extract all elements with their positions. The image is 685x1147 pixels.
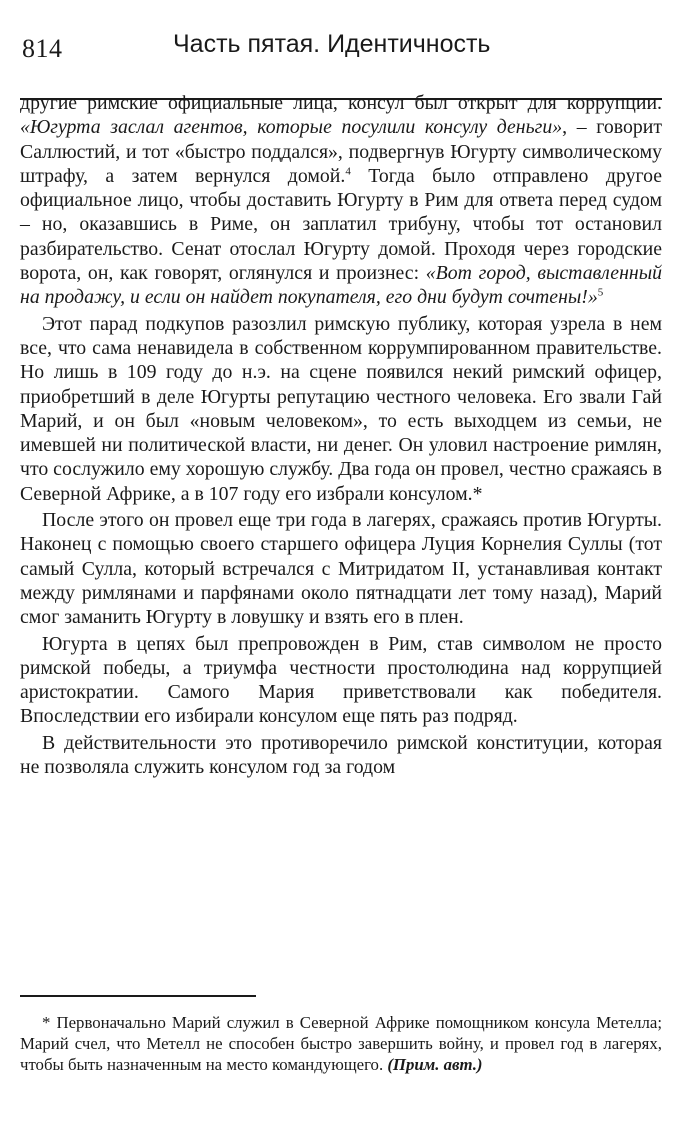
paragraph-2 (20, 312, 662, 506)
page-header (20, 30, 662, 70)
paragraph-2-text: Этот парад подкупов разозлил римскую публику, которая узрела в нем все, что сама ненавидела в собственном коррумпированном правительстве. Но лишь в 109 году до н.э. на сцене появился некий римский офицер, приобретший в деле Югурты репутацию честного человека. Его звали Гай Марий, и он был «новым человеком», то есть выходцем из семьи, не имевшей ни политической власти, ни денег. Он уловил настроение римлян, что сослужило ему хорошую службу. Два года он провел, честно сражаясь в Северной Африке, а в 107 году его избрали консулом. (20, 312, 662, 505)
paragraph-1-text-c: Тогда было отправлено другое официальное лицо, чтобы доставить Югурту в Рим для ответа перед судом – но, оказавшись в Риме, он заплатил трибуну, чтобы тот остановил разбирательство. Сенат отослал Югурту домой. Проходя через городские ворота, он, как говорят, оглянулся и произнес: (20, 164, 663, 285)
body-text (20, 91, 662, 779)
paragraph-1 (20, 91, 662, 310)
footnote-ref-5: 5 (597, 286, 604, 299)
paragraph-5: В действительности это противоречило римской конституции, которая не позволяла служить консулом год за годом (20, 731, 662, 779)
running-head: Часть пятая. Идентичность (173, 30, 491, 58)
page-number: 814 (22, 34, 63, 63)
paragraph-1-text-b: , – говорит Саллюстий, и тот «быстро поддался», подвергнув Югурту символическому штрафу, а затем вернулся домой. (20, 116, 662, 187)
footnote-author-note: (Прим. авт.) (387, 1055, 483, 1075)
book-page (20, 0, 662, 1147)
footnote-asterisk: * (472, 482, 483, 505)
paragraph-3: После этого он провел еще три года в лагерях, сражаясь против Югурты. Наконец с помощью своего старшего офицера Луция Корнелия Суллы (тот самый Сулла, который встречался с Митридатом II, устанавливая контакт между римлянами и парфянами около пятнадцати лет тому назад), Марий смог заманить Югурту в ловушку и взять его в плен. (20, 509, 662, 629)
quote-agents: «Югурта заслал агентов, которые посулили консулу деньги» (20, 116, 563, 139)
quote-city-for-sale: «Вот город, выставленный на продажу, и если он найдет покупателя, его дни будут сочтены!» (20, 262, 662, 309)
footnote-rule (20, 995, 256, 997)
paragraph-4: Югурта в цепях был препровожден в Рим, став символом не просто римской победы, а триумфа честности простолюдина над коррупцией аристократии. Самого Мария приветствовали как победителя. Впоследствии его избирали консулом еще пять раз подряд. (20, 632, 662, 728)
footnote-text: * Первоначально Марий служил в Северной Африке помощником консула Метелла; Марий счел, что Метелл не способен быстро завершить войну, и провел год в лагерях, чтобы быть назначенным на место командующего. (20, 1013, 662, 1075)
footnote-ref-4: 4 (345, 165, 351, 178)
footnote-paragraph (20, 1012, 662, 1076)
footnote (20, 1012, 662, 1076)
paragraph-1-text-a: другие римские официальные лица, консул был открыт для коррупции. (20, 92, 662, 114)
